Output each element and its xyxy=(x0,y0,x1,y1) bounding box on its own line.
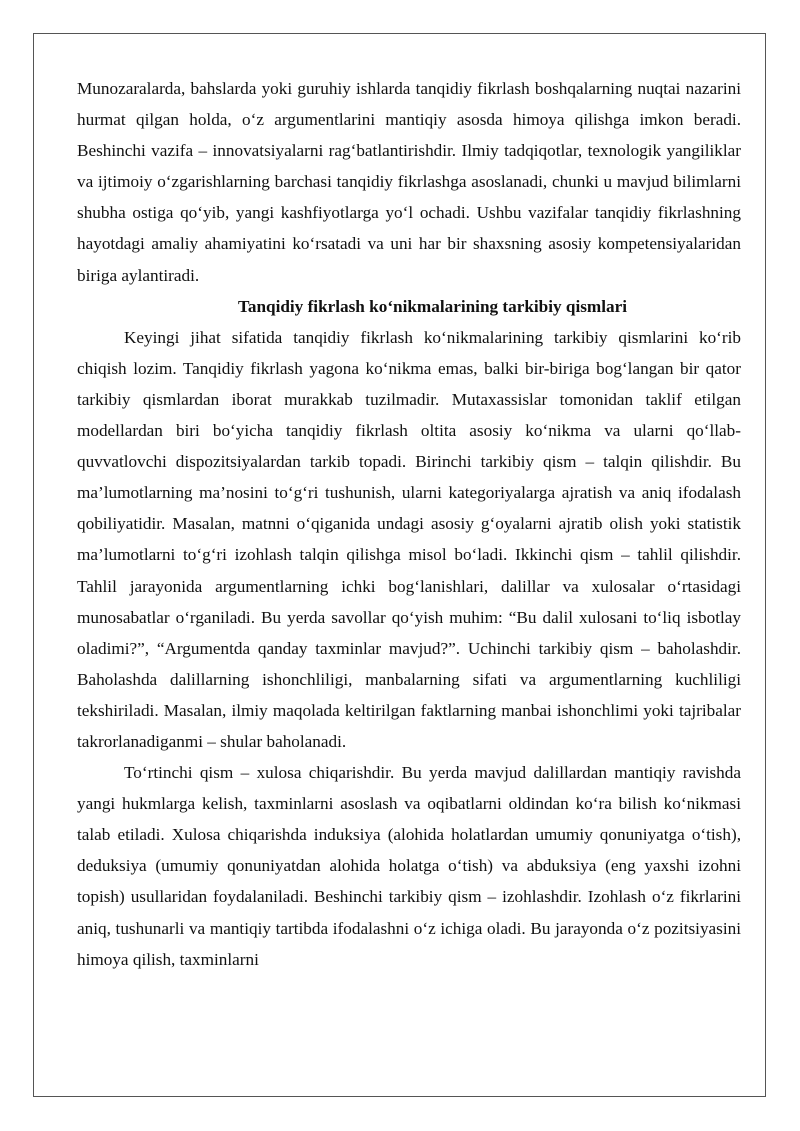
section-heading: Tanqidiy fikrlash ko‘nikmalarining tarkibiy qismlari xyxy=(237,296,628,316)
paragraph-top: Munozaralarda, bahslarda yoki guruhiy ishlarda tanqidiy fikrlash boshqalarning nuqtai nazarini hurmat qilgan holda, o‘z argumentlarini mantiqiy asosda himoya qilishga imkon beradi. Beshinchi vazifa – innovatsiyalarni rag‘batlantirishdir. Ilmiy tadqiqotlar, texnologik yangiliklar va ijtimoiy o‘zgarishlarning barchasi tanqidiy fikrlashga asoslanadi, chunki u mavjud bilimlarni shubha ostiga qo‘yib, yangi kashfiyotlarga yo‘l ochadi. Ushbu vazifalar tanqidiy fikrlashning hayotdagi amaliy ahamiyatini ko‘rsatadi va uni har bir shaxsning asosiy kompetensiyalaridan biriga aylantiradi. xyxy=(77,79,741,285)
document-body xyxy=(77,73,741,975)
paragraph-components: Keyingi jihat sifatida tanqidiy fikrlash ko‘nikmalarining tarkibiy qismlarini ko‘rib chiqish lozim. Tanqidiy fikrlash yagona ko‘nikma emas, balki bir-biriga bog‘langan bir qator tarkibiy qismlardan iborat murakkab tuzilmadir. Mutaxassislar tomonidan taklif etilgan modellardan biri bo‘yicha tanqidiy fikrlash oltita asosiy ko‘nikma va ularni qo‘llab-quvvatlovchi dispozitsiyalardan tarkib topadi. Birinchi tarkibiy qism – talqin qilishdir. Bu ma’lumotlarning ma’nosini to‘g‘ri tushunish, ularni kategoriyalarga ajratish va aniq ifodalash qobiliyatidir. Masalan, matnni o‘qiganida undagi asosiy g‘oyalarni ajratib olish yoki statistik ma’lumotlarni to‘g‘ri izohlash talqin qilishga misol bo‘ladi. Ikkinchi qism – tahlil qilishdir. Tahlil jarayonida argumentlarning ichki bog‘lanishlari, dalillar va xulosalar o‘rtasidagi munosabatlar o‘rganiladi. Bu yerda savollar qo‘yish muhim: “Bu dalil xulosani to‘liq isbotlay oladimi?”, “Argumentda qanday taxminlar mavjud?”. Uchinchi tarkibiy qism – baholashdir. Baholashda dalillarning ishonchliligi, manbalarning sifati va argumentlarning kuchliligi tekshiriladi. Masalan, ilmiy maqolada keltirilgan faktlarning manbai ishonchlimi yoki tajribalar takrorlanadiganmi – shular baholanadi. xyxy=(77,327,741,751)
paragraph-conclusion: To‘rtinchi qism – xulosa chiqarishdir. Bu yerda mavjud dalillardan mantiqiy ravishda yangi hukmlarga kelish, taxminlarni asoslash va oqibatlarni oldindan ko‘ra bilish ko‘nikmasi talab etiladi. Xulosa chiqarishda induksiya (alohida holatlardan umumiy qonuniyatga o‘tish), deduksiya (umumiy qonuniyatdan alohida holatga o‘tish) va abduksiya (eng yaxshi izohni topish) usullaridan foydalaniladi. Beshinchi tarkibiy qism – izohlashdir. Izohlash o‘z fikrlarini aniq, tushunarli va mantiqiy tartibda ifodalashni o‘z ichiga oladi. Bu jarayonda o‘z pozitsiyasini himoya qilish, taxminlarni xyxy=(77,763,741,969)
